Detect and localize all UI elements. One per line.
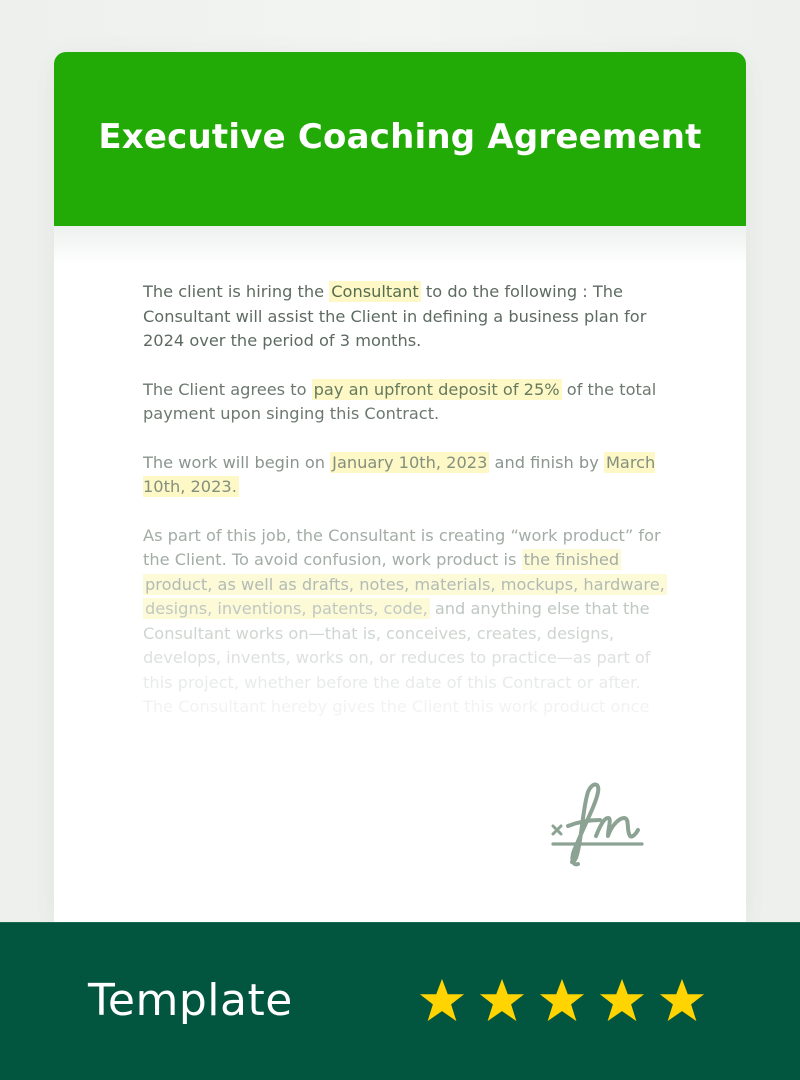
rating-stars xyxy=(418,977,706,1025)
text-line xyxy=(143,597,690,622)
paragraph-scope xyxy=(143,280,690,354)
highlight-work-product: designs, inventions, patents, code, xyxy=(145,599,428,618)
text: and anything else that the xyxy=(429,599,650,618)
text: The Client agrees to xyxy=(143,379,312,399)
star-icon xyxy=(538,977,586,1025)
highlight-deposit: pay an upfront deposit of 25% xyxy=(313,379,560,399)
text-line: develops, invents, works on, or reduces to practice—as part of xyxy=(143,648,651,667)
text: The work will begin on xyxy=(143,452,331,472)
highlight-end-date: March 10th, 2023. xyxy=(143,452,656,496)
text-line xyxy=(143,548,690,573)
agreement-body xyxy=(54,226,746,720)
star-icon xyxy=(418,977,466,1025)
text: to do the following : The Consultant will assist the Client in defining a business plan for 2024 over the period of 3 months. xyxy=(143,282,647,350)
highlight-work-product: product, as well as drafts, notes, materials, mockups, hardware, xyxy=(145,574,665,594)
paragraph-dates xyxy=(143,451,690,500)
star-icon xyxy=(478,977,526,1025)
star-icon xyxy=(658,977,706,1025)
text: the Client. To avoid confusion, work product is xyxy=(143,550,522,569)
paragraph-payment xyxy=(143,378,690,427)
highlight-start-date: January 10th, 2023 xyxy=(332,452,488,472)
text-line: Consultant works on—that is, conceives, creates, designs, xyxy=(143,623,615,643)
text-line: The Consultant hereby gives the Client this work product once xyxy=(143,697,650,716)
text: The client is hiring the xyxy=(143,282,330,301)
signature-icon xyxy=(550,780,646,870)
text-line: this project, whether before the date of this Contract or after. xyxy=(143,672,641,692)
text-line: As part of this job, the Consultant is creating “work product” for xyxy=(143,525,661,545)
text-line xyxy=(143,573,690,598)
footer-banner xyxy=(0,922,800,1080)
text: and finish by xyxy=(489,452,604,472)
agreement-card xyxy=(54,52,746,922)
text: of the total payment upon singing this Contract. xyxy=(143,379,657,423)
highlight-consultant: Consultant xyxy=(331,282,419,301)
template-label: Template xyxy=(88,975,293,1026)
highlight-work-product: the finished xyxy=(523,550,620,569)
card-header xyxy=(54,52,746,226)
card-title: Executive Coaching Agreement xyxy=(98,117,702,157)
star-icon xyxy=(598,977,646,1025)
paragraph-work-product xyxy=(143,524,690,720)
